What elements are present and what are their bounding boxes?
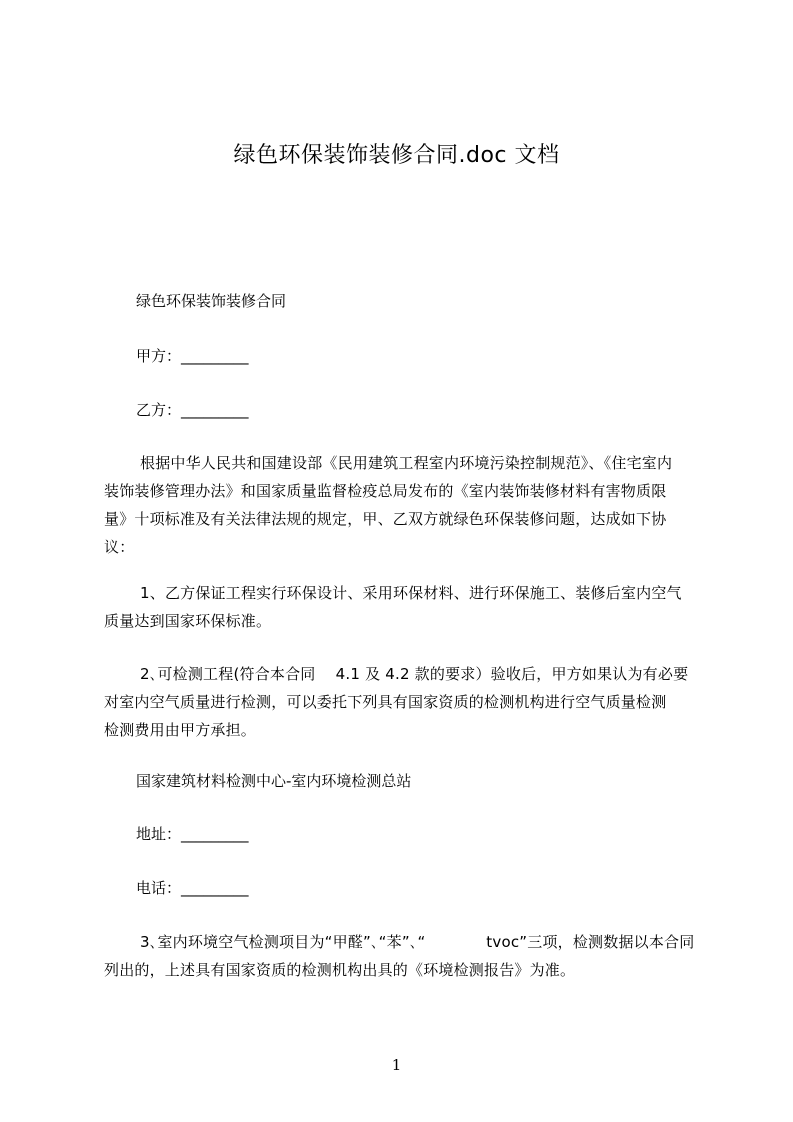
address-line: 地址：_________ [136, 825, 249, 843]
party-b-line: 乙方：_________ [136, 401, 249, 419]
clause-2-paragraph [104, 660, 716, 744]
clause-2-line-3: 检测费用由甲方承担。 [104, 721, 257, 739]
clause-2-line-2: 对室内空气质量进行检测，可以委托下列具有国家资质的检测机构进行空气质量检测 [104, 693, 667, 711]
contract-heading: 绿色环保装饰装修合同 [136, 292, 287, 310]
intro-line-2: 装饰装修管理办法》和国家质量监督检疫总局发布的《室内装饰装修材料有害物质限 [104, 482, 667, 500]
clause-1-line-2: 质量达到国家环保标准。 [104, 612, 272, 630]
party-a-line: 甲方：_________ [136, 347, 249, 365]
clause-1-line-1: 1、乙方保证工程实行环保设计、采用环保材料、进行环保施工、装修后室内空气 [140, 584, 682, 602]
document-title: 绿色环保装饰装修合同.doc 文档 [233, 143, 560, 168]
phone-line: 电话：_________ [136, 879, 249, 897]
page-number: 1 [391, 1056, 402, 1074]
intro-line-3: 量》十项标准及有关法律法规的规定，甲、乙双方就绿色环保装修问题，达成如下协 [104, 510, 667, 528]
clause-3-paragraph [104, 928, 716, 984]
intro-line-4: 议： [104, 538, 135, 556]
intro-line-1: 根据中华人民共和国建设部《民用建筑工程室内环境污染控制规范》、《住宅室内 [140, 454, 673, 472]
testing-agency: 国家建筑材料检测中心-室内环境检测总站 [136, 772, 412, 790]
clause-3-line-2: 列出的，上述具有国家资质的检测机构出具的《环境检测报告》为准。 [104, 961, 576, 979]
clause-1-paragraph [104, 579, 716, 635]
intro-paragraph [104, 449, 716, 561]
clause-3-line-1: 3､室内环境空气检测项目为“甲醛”､“苯”､“ tvoc”三项，检测数据以本合同 [140, 933, 695, 951]
clause-2-line-1: 2､可检测工程(符合本合同 4.1 及 4.2 款的要求）验收后，甲方如果认为有必要 [140, 665, 689, 683]
